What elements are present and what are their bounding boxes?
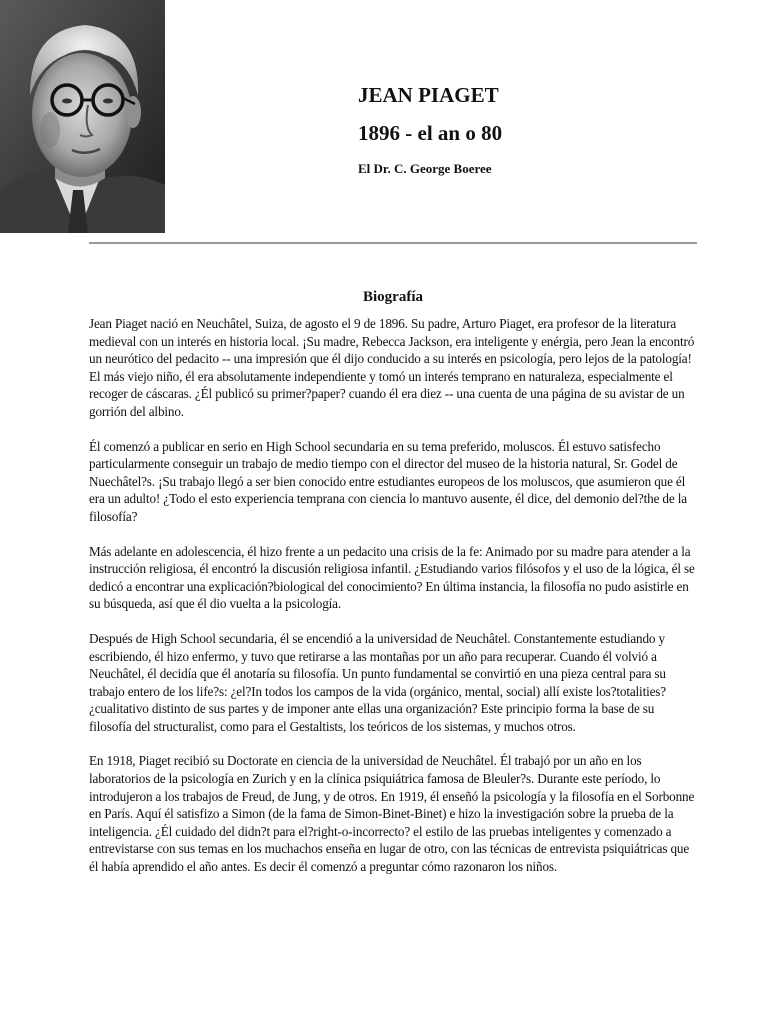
paragraph-1: Jean Piaget nació en Neuchâtel, Suiza, de agosto el 9 de 1896. Su padre, Arturo Piaget, era profesor de la literatura medieval con un interés en historia local. ¡Su madre, Rebecca Jackson, era inteligente y enérgia, pero Jean la encontró un neurótico del pedacito -- una impresión que él dijo conducido a su interés en psicología, pero lejos de la patología! El más viejo niño, él era absolutamente independiente y tomó un interés temprano en naturaleza, especialmente el recoger de cáscaras. ¿Él publicó su primer?paper? cuando él era diez -- una cuenta de una página de su avistar de un gorrión del albino. — [89, 316, 695, 419]
document-subtitle-years: 1896 - el an o 80 — [358, 121, 503, 145]
paragraph-2: Él comenzó a publicar en serio en High School secundaria en su tema preferido, moluscos. Él estuvo satisfecho particularmente conseguir un trabajo de medio tiempo con el director del museo de la historia natural, Sr. Godel de Nuechâtel?s. ¡Su trabajo llegó a ser bien conocido entre estudiantes europeos de los moluscos, que asumieron que él era un adulto! ¿Todo el esto experiencia temprana con ciencia lo mantuvo ausente, él dice, del demonio del?the de la filosofía? — [89, 438, 687, 524]
document-header — [358, 80, 738, 178]
document-author: El Dr. C. George Boeree — [358, 161, 492, 176]
portrait-image-icon — [0, 0, 165, 233]
paragraph-5: En 1918, Piaget recibió su Doctorate en ciencia de la universidad de Neuchâtel. Él trabajó por un año en los laboratorios de la psicología en Zurich y en la clínica psiquiátrica famosa de Bleuler?s. Durante este período, lo introdujeron a los trabajos de Freud, de Jung, y de otros. En 1919, él enseñó la psicología y la filosofía en el Sorbonne en París. Aquí él satisfizo a Simon (de la fama de Simon-Binet-Binet) e hizo la investigación sobre la prueba de la inteligencia. ¿Él cuidado del didn?t para el?right-o-incorrecto? el estilo de las pruebas inteligentes y comenzado a entrevistarse con sus temas en los muchachos enseña en lugar de otro, con las técnicas de entrevista psiquiátricas que él había aprendido el año antes. Es decir él comenzó a preguntar cómo razonaron los niños. — [89, 753, 695, 875]
horizontal-divider — [89, 242, 697, 244]
portrait-photo — [0, 0, 165, 233]
biography-body — [89, 315, 699, 893]
paragraph-3: Más adelante en adolescencia, él hizo frente a un pedacito una crisis de la fe: Animado por su madre para atender a la instrucción religiosa, él encontró la discusión religiosa infantil. ¿Estudiando varios filósofos y el uso de la lógica, él se dedicó a encontrar una explicación?biological del conocimiento? En última instancia, la filosofía no pudo asistirle en su búsqueda, así que él dio vuelta a la psicología. — [89, 543, 695, 612]
paragraph-4: Después de High School secundaria, él se encendió a la universidad de Neuchâtel. Constantemente estudiando y escribiendo, él hizo enfermo, y tuvo que retirarse a las montañas por un año para recuperar. Cuando él volvió a Neuchâtel, él decidía que él anotaría su filosofía. Un punto fundamental se convirtió en una pieza central para su trabajo entero de los life?s: ¿el?In todos los campos de la vida (orgánico, mental, social) allí existe los?totalities? ¿cualitativo distinto de sus partes y de imponer ante ellas una organización? Este principio forma la base de su filosofía del structuralist, como para el Gestaltists, los teóricos de los sistemas, y muchos otros. — [89, 630, 666, 734]
document-title: JEAN PIAGET — [358, 83, 499, 107]
section-heading: Biografía — [363, 289, 423, 305]
